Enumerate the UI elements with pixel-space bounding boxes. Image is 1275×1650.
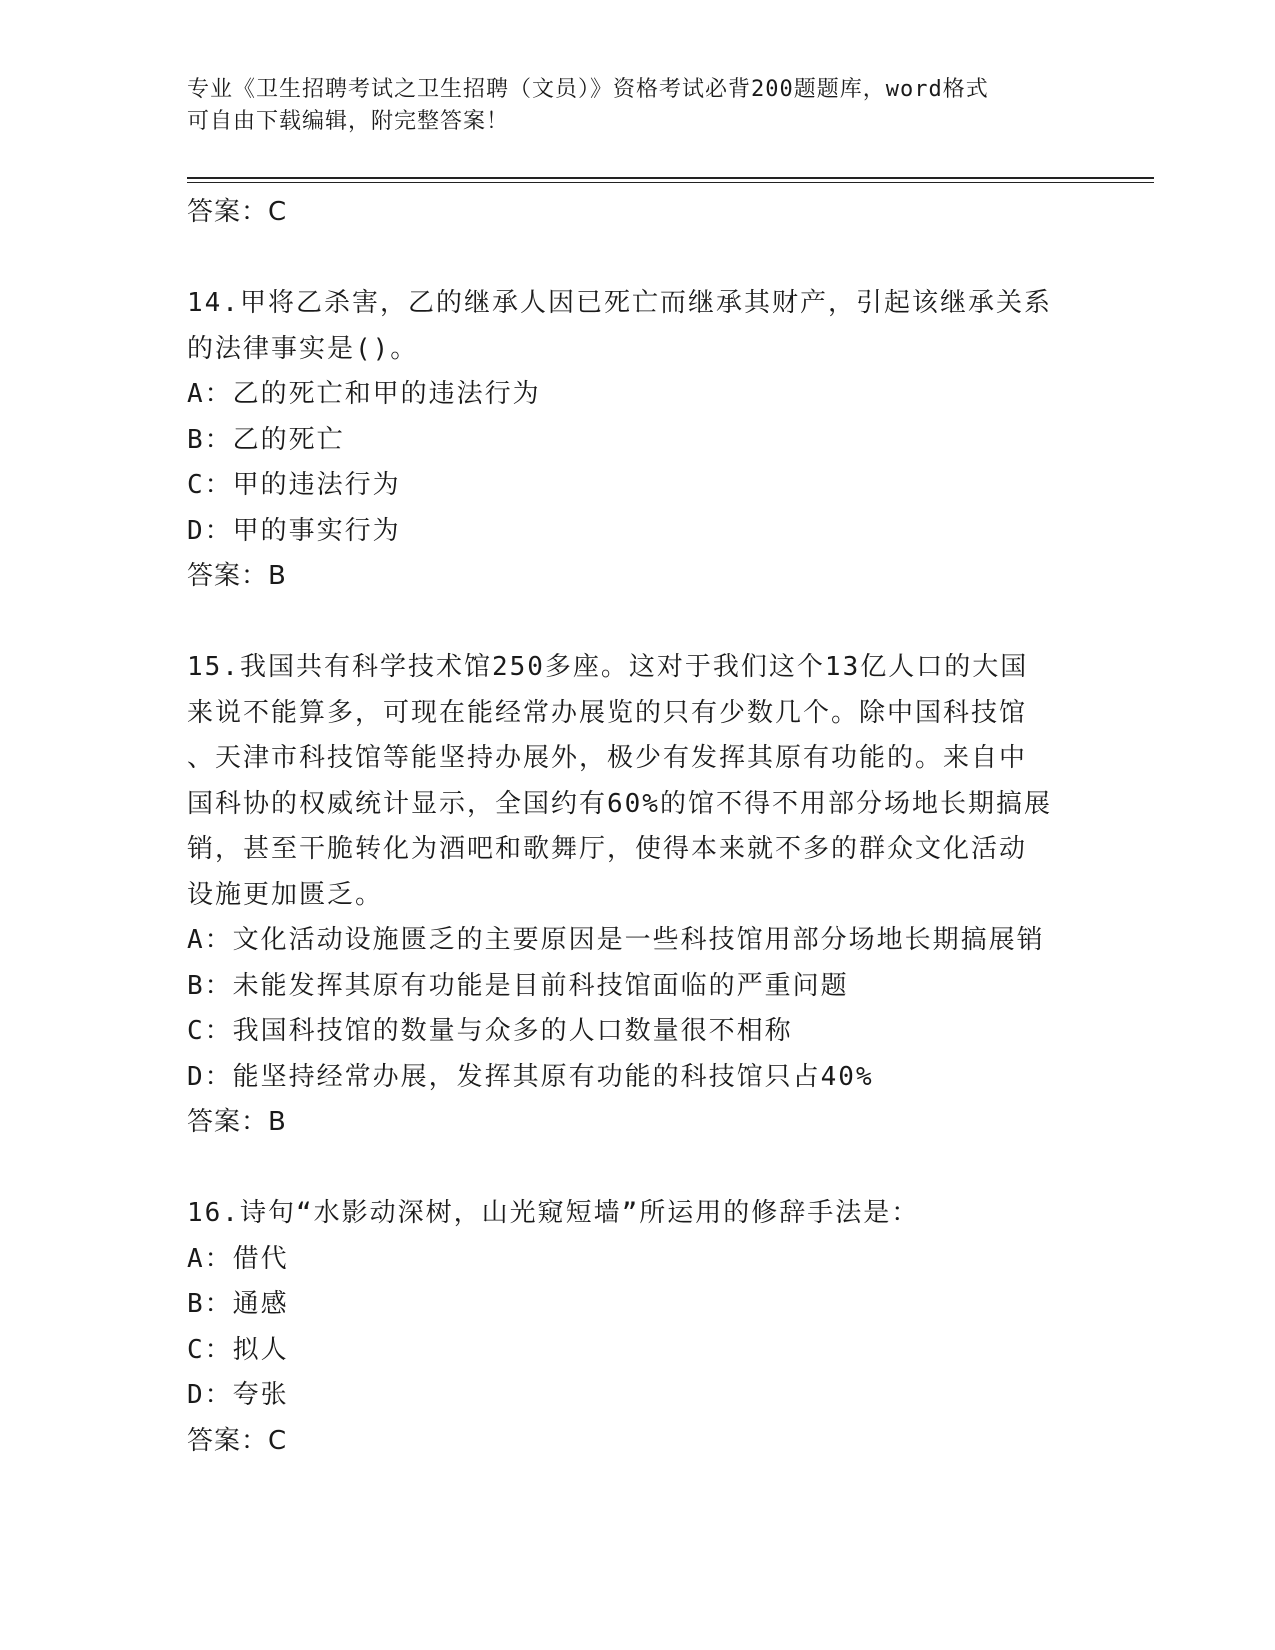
question-text-line: 16.诗句“水影动深树，山光窥短墙”所运用的修辞手法是： <box>187 1198 920 1228</box>
option-d: D：甲的事实行为 <box>187 515 401 546</box>
option-b: B：通感 <box>187 1289 289 1319</box>
question-text-line: 、天津市科技馆等能坚持办展外，极少有发挥其原有功能的。来自中 <box>187 743 1028 773</box>
previous-answer: 答案：C <box>187 197 288 227</box>
question-text-line: 国科协的权威统计显示，全国约有60%的馆不得不用部分场地长期搞展 <box>187 788 1052 819</box>
header-line-2: 可自由下载编辑，附完整答案！ <box>187 109 510 134</box>
option-a: A：乙的死亡和甲的违法行为 <box>187 379 541 409</box>
answer: 答案：C <box>187 1425 288 1456</box>
document-body <box>187 190 1087 1464</box>
document-header <box>187 74 1087 138</box>
header-rule-thin <box>187 182 1154 183</box>
option-c: C：我国科技馆的数量与众多的人口数量很不相称 <box>187 1016 793 1046</box>
option-a: A：文化活动设施匮乏的主要原因是一些科技馆用部分场地长期搞展销 <box>187 925 1045 955</box>
option-b: B：乙的死亡 <box>187 424 345 455</box>
option-d: D：夸张 <box>187 1380 289 1410</box>
option-d: D：能坚持经常办展，发挥其原有功能的科技馆只占40% <box>187 1061 874 1092</box>
question-15 <box>187 645 1087 1146</box>
question-16 <box>187 1191 1087 1464</box>
header-line-1: 专业《卫生招聘考试之卫生招聘（文员）》资格考试必背200题题库，word格式 <box>187 77 989 102</box>
question-text-line: 设施更加匮乏。 <box>187 879 384 910</box>
question-text-line: 15.我国共有科学技术馆250多座。这对于我们这个13亿人口的大国 <box>187 652 1029 682</box>
answer: 答案：B <box>187 561 287 591</box>
option-b: B：未能发挥其原有功能是目前科技馆面临的严重问题 <box>187 970 849 1001</box>
question-14 <box>187 281 1087 600</box>
option-c: C：拟人 <box>187 1334 289 1365</box>
answer: 答案：B <box>187 1107 287 1137</box>
question-text-line: 的法律事实是()。 <box>187 333 419 364</box>
option-a: A：借代 <box>187 1243 289 1274</box>
header-rule-thick <box>187 177 1154 179</box>
option-c: C：甲的违法行为 <box>187 470 401 500</box>
question-text-line: 14.甲将乙杀害，乙的继承人因已死亡而继承其财产，引起该继承关系 <box>187 288 1052 318</box>
question-text-line: 来说不能算多，可现在能经常办展览的只有少数几个。除中国科技馆 <box>187 697 1028 728</box>
question-text-line: 销，甚至干脆转化为酒吧和歌舞厅，使得本来就不多的群众文化活动 <box>187 834 1028 864</box>
